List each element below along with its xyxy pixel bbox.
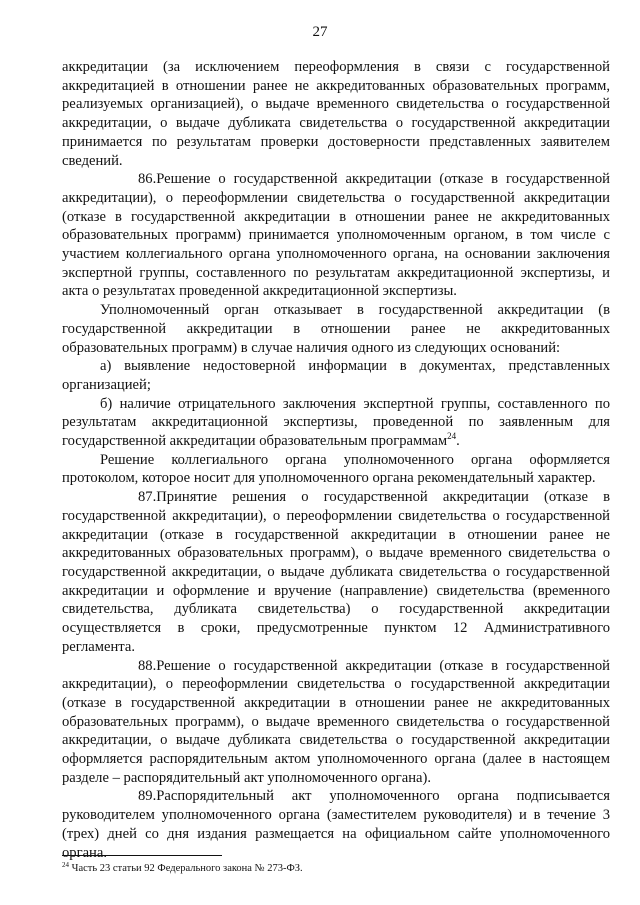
- paragraph-text: Распорядительный акт уполномоченного органа подписывается руководителем уполномоченного органа (заместителем руководителя) и в течение 3 (трех) дней со дня издания размещается на официальном сайте уполномоченного органа.: [62, 788, 610, 861]
- paragraph-refusal-intro: Уполномоченный орган отказывает в государственной аккредитации (в государственной аккредитации в отношении ранее не аккредитованных образовательных программ) в случае наличия одного из следующих оснований:: [62, 302, 610, 356]
- paragraph-87: [62, 488, 610, 656]
- paragraph-86: [62, 170, 610, 301]
- paragraph-number: 89.: [138, 788, 157, 805]
- paragraph-text: Решение о государственной аккредитации (отказе в государственной аккредитации), о переоформлении свидетельства о государственной аккредитации (отказе в государственной аккредитации в отношении ранее не аккредитованных образовательных программ), о выдаче временного свидетельства о государственной аккредитации, о выдаче дубликата свидетельства о государственной аккредитации оформляется распорядительным актом уполномоченного органа (далее в настоящем разделе – распорядительный акт уполномоченного органа).: [62, 657, 610, 786]
- footnote-ref: 24: [447, 431, 457, 442]
- list-item-b-end: .: [456, 433, 460, 450]
- list-item-b-text: б) наличие отрицательного заключения экспертной группы, составленного по результатам аккредитационной экспертизы, проведенной по заявленным для государственной аккредитации образовательным программам: [62, 395, 610, 450]
- footnote-marker: 24: [62, 861, 69, 869]
- page-number: 27: [312, 24, 328, 40]
- list-item-a: а) выявление недостоверной информации в документах, представленных организацией;: [62, 358, 610, 393]
- paragraph-88: [62, 657, 610, 788]
- paragraph-text: Принятие решения о государственной аккредитации (отказе в государственной аккредитации), о переоформлении свидетельства о государственной аккредитации (отказе в государственной аккредитации в отношении ранее не аккредитованных образовательных программ), о выдаче временного свидетельства о государственной аккредитации, о выдаче дубликата свидетельства о государственной аккредитации и оформление и вручение (направление) свидетельства (временного свидетельства, дубликата свидетельства) о государственной аккредитации осуществляется в сроки, предусмотренные пунктом 12 Административного регламента.: [62, 489, 610, 655]
- paragraph-collegial-decision: Решение коллегиального органа уполномоченного органа оформляется протоколом, которое носит для уполномоченного органа рекомендательный характер.: [62, 451, 610, 487]
- footnote-text: Часть 23 статьи 92 Федерального закона № 273-ФЗ.: [69, 863, 303, 874]
- paragraph-number: 87.: [138, 489, 157, 506]
- footnote-divider: [62, 855, 222, 856]
- document-body: [62, 58, 610, 862]
- paragraph-number: 86.: [138, 171, 157, 188]
- paragraph-continuation: аккредитации (за исключением переоформления в связи с государственной аккредитацией в отношении ранее не аккредитованных образовательных программ, реализуемых организацией), о выдаче временного свидетельства о государственной аккредитации, о выдаче дубликата свидетельства о государственной аккредитации принимается по результатам проверки достоверности представленных заявителем сведений.: [62, 59, 610, 169]
- paragraph-text: Решение о государственной аккредитации (отказе в государственной аккредитации), о переоформлении свидетельства о государственной аккредитации (отказе в государственной аккредитации в отношении ранее не аккредитованных образовательных программ) принимается уполномоченным органом, в том числе с участием коллегиального органа уполномоченного органа, на основании заключения экспертной группы, составленного по результатам аккредитационной экспертизы, и акта о результатах проведенной аккредитационной экспертизы.: [62, 171, 610, 300]
- paragraph-number: 88.: [138, 657, 157, 674]
- footnote: [62, 862, 610, 875]
- paragraph-89: [62, 787, 610, 862]
- list-item-b: [62, 395, 610, 451]
